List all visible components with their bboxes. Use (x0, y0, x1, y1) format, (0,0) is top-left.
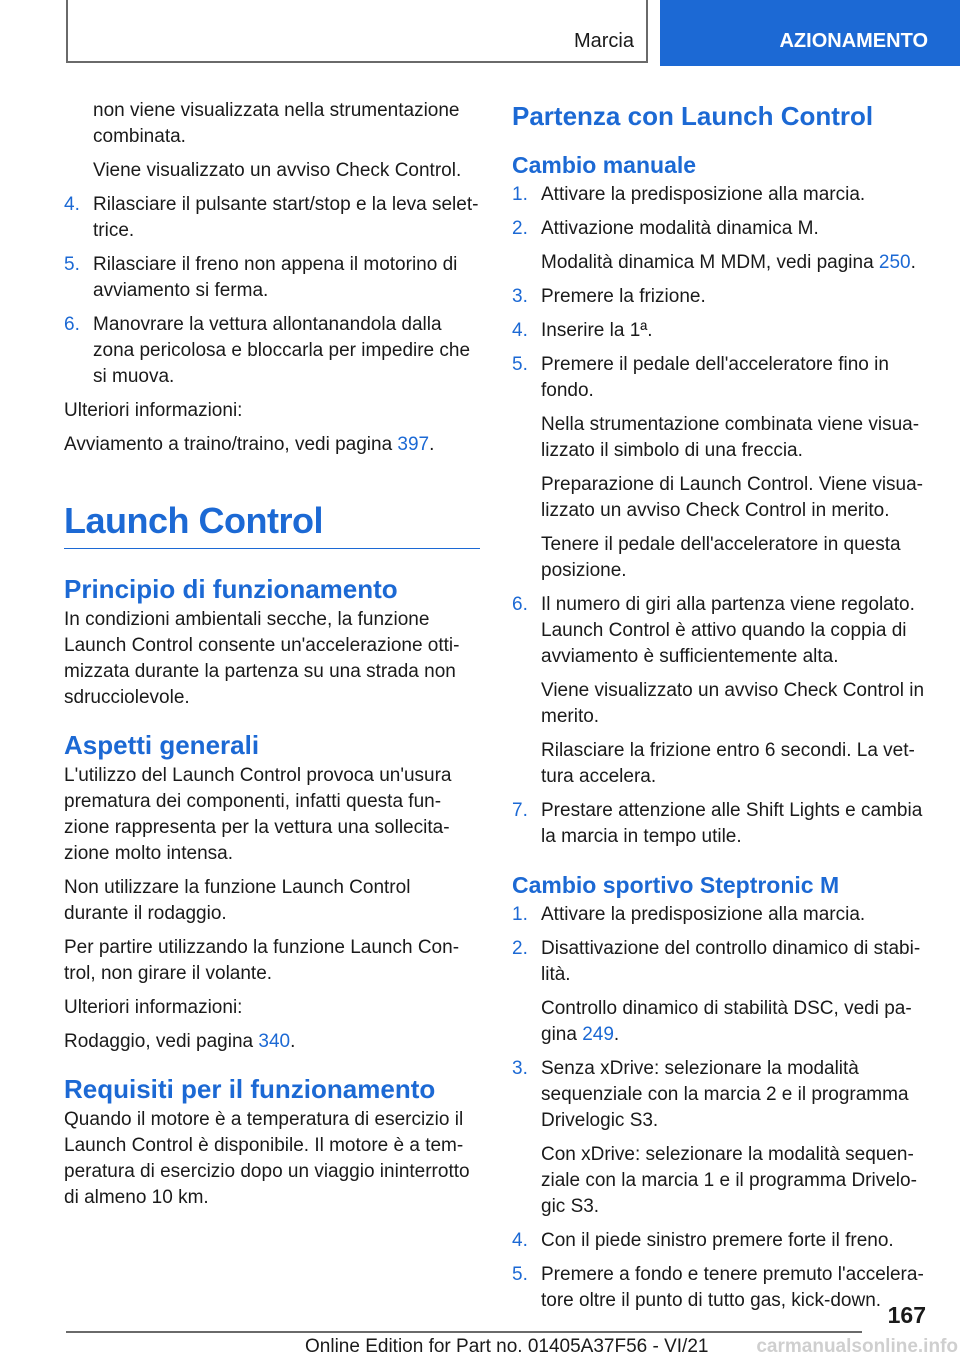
step-subparagraph: Preparazione di Launch Control. Viene visualizzato un avviso Check Control in merito. (541, 474, 923, 521)
section-title: Partenza con Launch Control (512, 101, 874, 131)
steptronic-steps-list (512, 902, 926, 1314)
step-number: 6. (512, 594, 528, 615)
step-text: Premere la frizione. (541, 286, 706, 307)
step-number: 1. (512, 184, 528, 205)
step-number: 2. (512, 938, 528, 959)
header-section-title: Marcia (573, 30, 634, 52)
step-text: Rilasciare il pulsante start/stop e la leva selettrice. (93, 194, 479, 241)
subsection-title: Cambio sportivo Steptronic M (512, 872, 840, 898)
manual-steps-list (512, 182, 926, 850)
header-chapter-tab: AZIONAMENTO (660, 0, 960, 66)
step-text: Disattivazione del controllo dinamico di stabilità. (541, 938, 921, 985)
step-text: Prestare attenzione alle Shift Lights e cambia la marcia in tempo utile. (541, 800, 923, 847)
step-subparagraph: Con xDrive: selezionare la modalità sequenziale con la marcia 1 e il programma Drivelogic S3. (541, 1144, 917, 1217)
step-item (512, 1228, 926, 1254)
body-paragraph: Non utilizzare la funzione Launch Control durante il rodaggio. (64, 877, 411, 924)
step-item (512, 318, 926, 344)
step-subparagraph: Tenere il pedale dell'acceleratore in questa posizione. (541, 534, 901, 581)
more-info-label: Ulteriori informazioni: (64, 997, 243, 1018)
cross-reference-text: Avviamento a traino/traino, vedi pagina (64, 434, 398, 455)
step-text: Il numero di giri alla partenza viene regolato. Launch Control è attivo quando la coppia di avviamento è sufficientemente alta. (541, 594, 915, 667)
step-subparagraph: Nella strumentazione combinata viene visualizzato il simbolo di una freccia. (541, 414, 920, 461)
step-item (512, 352, 926, 584)
step-number: 1. (512, 904, 528, 925)
step-text: Attivazione modalità dinamica M. (541, 218, 819, 239)
page-link[interactable]: 249 (582, 1024, 614, 1045)
step-item (512, 284, 926, 310)
step-number: 3. (512, 1058, 528, 1079)
step-number: 4. (512, 320, 528, 341)
page-link[interactable]: 340 (258, 1031, 291, 1052)
step-subparagraph (541, 250, 926, 276)
step-item (512, 182, 926, 208)
more-info-label: Ulteriori informazioni: (64, 400, 243, 421)
left-column (64, 98, 480, 1219)
section-title: Requisiti per il funzionamento (64, 1074, 436, 1104)
cross-reference-text: Controllo dinamico di stabilità DSC, vedi pagina (541, 998, 912, 1045)
step-text: Manovrare la vettura allontanandola dalla zona pericolosa e bloccarla per impedire che si muova. (93, 314, 471, 387)
step-number: 4. (512, 1230, 528, 1251)
section-title: Principio di funzionamento (64, 574, 398, 604)
cross-reference-end: . (910, 252, 916, 273)
step-item (512, 798, 926, 850)
page-link[interactable]: 397 (397, 434, 430, 455)
body-paragraph: In condizioni ambientali secche, la funzione Launch Control consente un'accelerazione ottimizzata durante la partenza su una strada non sdrucciolevole. (64, 609, 460, 708)
step-item (512, 216, 926, 276)
step-number: 2. (512, 218, 528, 239)
right-column (512, 98, 926, 1322)
step-text: Con il piede sinistro premere forte il freno. (541, 1230, 894, 1251)
step-subparagraph (541, 996, 926, 1048)
cross-reference (64, 1029, 480, 1055)
cross-reference-text: Modalità dinamica M MDM, vedi pagina (541, 252, 879, 273)
subsection-title: Cambio manuale (512, 152, 697, 178)
footer-edition: Online Edition for Part no. 01405A37F56 - VI/21 (305, 1336, 709, 1357)
cross-reference (64, 432, 480, 458)
step-item (512, 936, 926, 1048)
step-number: 6. (64, 314, 80, 335)
cross-reference-end: . (613, 1024, 620, 1045)
body-paragraph: L'utilizzo del Launch Control provoca un'usura prematura dei componenti, infatti questa funzione rappresenta per la vettura una sollecitazione molto intensa. (64, 765, 452, 864)
step-item (64, 192, 480, 244)
cross-reference-text: Rodaggio, vedi pagina (64, 1031, 259, 1052)
step-number: 5. (64, 254, 80, 275)
step-text: Inserire la 1ª. (541, 320, 653, 341)
step-number: 5. (512, 1264, 528, 1285)
steps-list (64, 192, 480, 390)
step-text: Premere il pedale dell'acceleratore fino in fondo. (541, 354, 889, 401)
footer-divider (66, 1331, 862, 1333)
step-item (512, 1262, 926, 1314)
section-title: Aspetti generali (64, 730, 260, 760)
step-text: Rilasciare il freno non appena il motorino di avviamento si ferma. (93, 254, 458, 301)
step-subparagraph: Viene visualizzato un avviso Check Control in merito. (541, 680, 925, 727)
step-item (64, 252, 480, 304)
cross-reference-end: . (429, 434, 435, 455)
chapter-title: Launch Control (64, 500, 480, 549)
page-number: 167 (887, 1302, 926, 1328)
step-number: 3. (512, 286, 528, 307)
step-number: 7. (512, 800, 528, 821)
step-number: 4. (64, 194, 80, 215)
step-item (512, 902, 926, 928)
body-paragraph: Quando il motore è a temperatura di esercizio il Launch Control è disponibile. Il motore è a temperatura di esercizio dopo un viaggio ininterrotto di almeno 10 km. (64, 1109, 470, 1208)
continued-paragraph: non viene visualizzata nella strumentazione combinata. (93, 100, 460, 147)
step-text: Attivare la predisposizione alla marcia. (541, 184, 866, 205)
step-item (512, 592, 926, 790)
step-item (512, 1056, 926, 1220)
page-link[interactable]: 250 (878, 252, 911, 273)
body-paragraph: Per partire utilizzando la funzione Launch Control, non girare il volante. (64, 937, 460, 984)
step-text: Attivare la predisposizione alla marcia. (541, 904, 866, 925)
step-number: 5. (512, 354, 528, 375)
step-text: Senza xDrive: selezionare la modalità sequenziale con la marcia 2 e il programma Drivelogic S3. (541, 1058, 909, 1131)
step-text: Premere a fondo e tenere premuto l'acceleratore oltre il punto di tutto gas, kick-down. (541, 1264, 924, 1311)
step-subparagraph: Rilasciare la frizione entro 6 secondi. La vettura accelera. (541, 740, 915, 787)
cross-reference-end: . (290, 1031, 296, 1052)
watermark: carmanualsonline.info (756, 1336, 958, 1357)
step-item (64, 312, 480, 390)
continued-paragraph: Viene visualizzato un avviso Check Control. (93, 160, 462, 181)
